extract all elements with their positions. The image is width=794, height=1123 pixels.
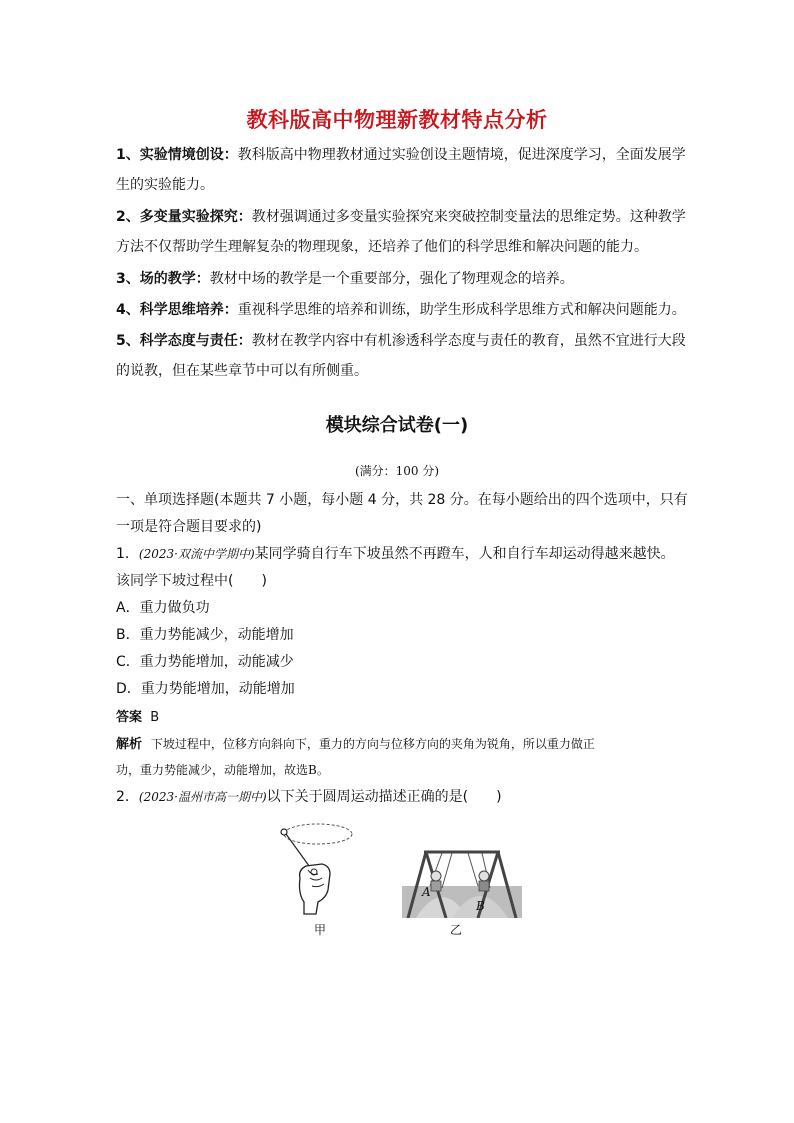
analysis-text: 下坡过程中，位移方向斜向下，重力的方向与位移方向的夹角为锐角，所以重力做正	[150, 737, 595, 751]
feature-text: 重视科学思维的培养和训练，助学生形成科学思维方式和解决问题能力。	[237, 302, 686, 318]
feature-5	[116, 326, 686, 386]
analysis-line2: 功，重力势能减少，动能增加，故选B。	[116, 763, 329, 777]
document-title: 教科版高中物理新教材特点分析	[246, 108, 548, 132]
feature-text: 教科版高中物理教材通过实验创设主题情境，促进深度学习，全面发展学生的实验能力。	[116, 147, 686, 193]
score-note: (满分：100 分)	[354, 464, 440, 478]
feature-text: 教材中场的教学是一个重要部分，强化了物理观念的培养。	[209, 271, 574, 287]
feature-label: 5、科学态度与责任：	[116, 333, 252, 349]
feature-1	[116, 140, 686, 200]
point-a-label: A	[422, 885, 431, 899]
answer-label: 答案	[116, 710, 143, 725]
option-a: A．重力做负功	[116, 600, 210, 616]
feature-label: 4、科学思维培养：	[116, 302, 238, 318]
question-source: (2023·双流中学期中)	[138, 547, 255, 561]
option-b: B．重力势能减少，动能增加	[116, 627, 294, 643]
figure-caption-jia: 甲	[314, 923, 327, 937]
figure-caption-yi: 乙	[450, 923, 463, 937]
question-number: 2．	[116, 789, 139, 805]
figure-jia-hand-string	[270, 818, 360, 918]
question-1-stem	[116, 541, 696, 567]
feature-label: 1、实验情境创设：	[116, 147, 238, 163]
section-heading-line1: 一、单项选择题(本题共 7 小题，每小题 4 分，共 28 分。在每小题给出的四个选项中，只有	[116, 492, 688, 508]
option-d: D．重力势能增加，动能增加	[116, 681, 295, 697]
point-b-label: B	[476, 899, 485, 913]
question-2-stem	[116, 784, 696, 810]
feature-label: 3、场的教学：	[116, 271, 210, 287]
question-stem-text: 以下关于圆周运动描述正确的是( )	[266, 789, 502, 805]
question-source: (2023·温州市高一期中)	[138, 790, 267, 804]
analysis-label: 解析	[116, 737, 143, 752]
feature-4	[116, 295, 686, 325]
figure-yi-swing-set	[402, 846, 522, 918]
feature-2	[116, 202, 686, 262]
feature-3	[116, 264, 686, 294]
option-c: C．重力势能增加，动能减少	[116, 654, 294, 670]
exam-title: 模块综合试卷(一)	[325, 415, 469, 436]
section-heading-line2: 一项是符合题目要求的)	[116, 519, 262, 535]
analysis-line1	[116, 731, 696, 758]
feature-label: 2、多变量实验探究：	[116, 209, 252, 225]
question-stem-text: 某同学骑自行车下坡虽然不再蹬车，人和自行车却运动得越来越快。	[254, 546, 675, 562]
answer-value: B	[150, 710, 160, 725]
question-number: 1．	[116, 546, 139, 562]
feature-text: 教材在教学内容中有机渗透科学态度与责任的教育，虽然不宜进行大段的说教，但在某些章节中可以有所侧重。	[116, 333, 686, 379]
answer-line	[116, 705, 696, 731]
question-1-stem-line2: 该同学下坡过程中( )	[116, 573, 267, 589]
feature-text: 教材强调通过多变量实验探究来突破控制变量法的思维定势。这种教学方法不仅帮助学生理解复杂的物理现象，还培养了他们的科学思维和解决问题的能力。	[116, 209, 686, 255]
